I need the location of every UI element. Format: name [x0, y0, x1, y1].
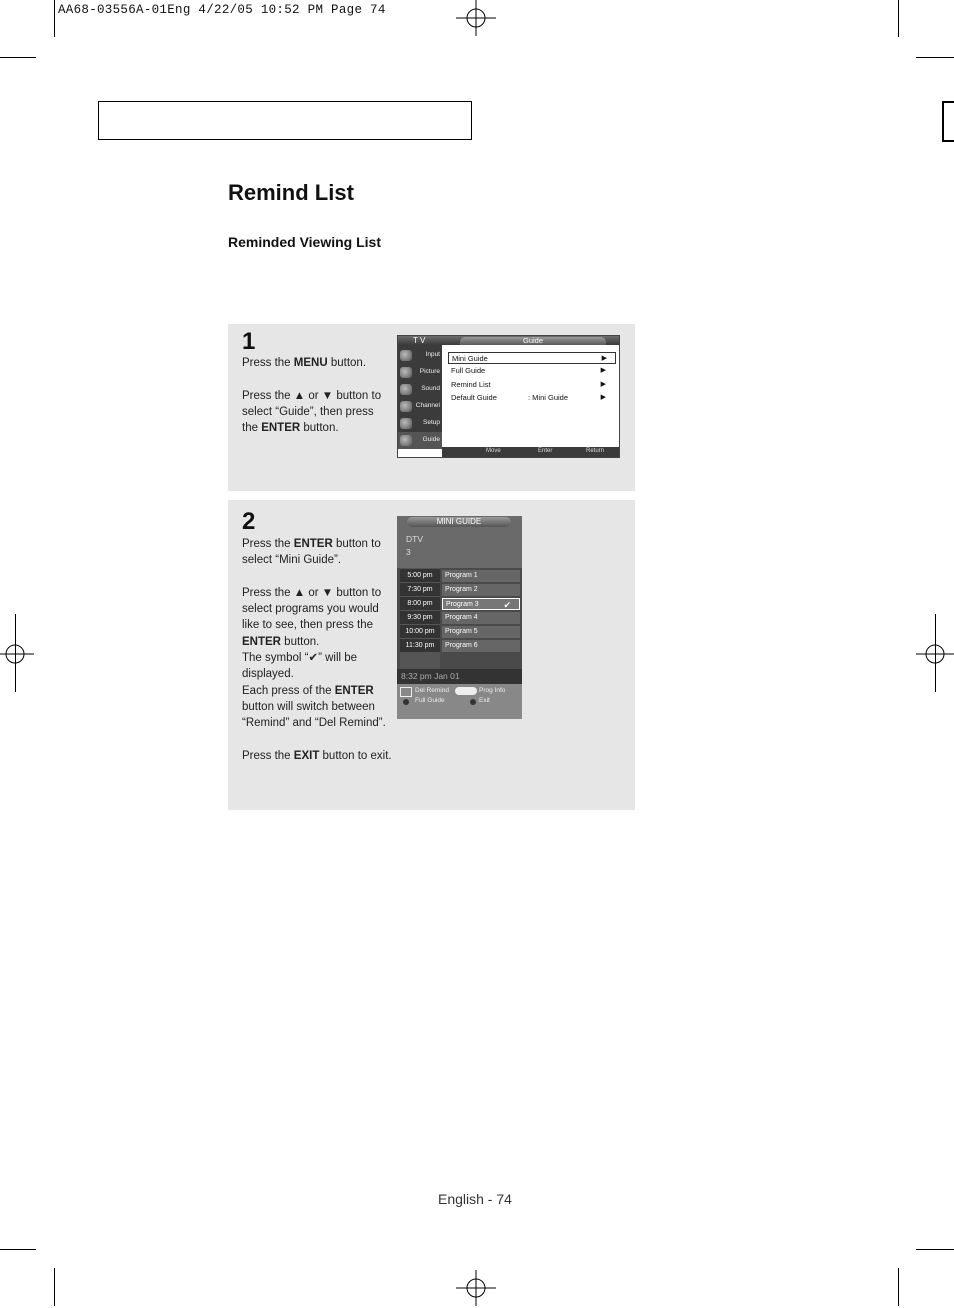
check-icon: ✔ [503, 600, 511, 610]
time-slot: 5:00 pm [400, 569, 440, 582]
crop-mark [898, 1268, 899, 1306]
menu-item-default-guide[interactable]: Default Guide : Mini Guide ▶ [451, 393, 606, 402]
time-slot: 8:00 pm [400, 597, 440, 610]
crop-mark [898, 0, 899, 37]
header-box [98, 101, 472, 140]
program-item[interactable]: Program 4 [442, 612, 520, 624]
crop-mark [54, 0, 55, 37]
time-slot: 7:30 pm [400, 583, 440, 596]
step-number: 1 [242, 328, 256, 355]
exit-hint: Exit [479, 697, 490, 704]
step-2-panel [228, 500, 635, 810]
mini-guide-footer [397, 684, 522, 719]
registration-mark-icon [0, 634, 36, 674]
input-icon [400, 350, 412, 361]
prog-info-hint: Prog Info [479, 687, 506, 694]
sidebar-item-sound[interactable]: Sound [398, 381, 442, 398]
sidebar-item-channel[interactable]: Channel [398, 398, 442, 415]
picture-icon [400, 367, 412, 378]
crop-mark [54, 1268, 55, 1306]
guide-menu-screen [397, 335, 620, 458]
del-remind-hint: Del Remind [415, 687, 449, 694]
registration-mark-icon [916, 634, 954, 674]
guide-icon [400, 435, 412, 446]
move-hint: Move [486, 448, 501, 454]
program-item[interactable]: Program 2 [442, 584, 520, 596]
menu-item-mini-guide[interactable]: Mini Guide ▶ [448, 352, 616, 364]
chapter-tab [942, 101, 954, 142]
program-item[interactable]: Program 1 [442, 570, 520, 582]
step-1-instructions: Press the MENU button. Press the ▲ or ▼ button to select “Guide”, then press the ENTER button. [242, 357, 382, 435]
arrow-right-icon: ▶ [600, 381, 606, 388]
arrow-right-icon: ▶ [601, 355, 607, 362]
info-badge: INFO [455, 687, 477, 695]
sidebar-item-guide[interactable]: Guide [398, 432, 442, 449]
button-dot-icon [470, 699, 476, 705]
step-number: 2 [242, 508, 256, 535]
mini-guide-title: MINI GUIDE [407, 517, 511, 527]
crop-mark [916, 1249, 954, 1250]
registration-mark-icon [456, 1268, 496, 1308]
step-2-instructions: Press the ENTER button to select “Mini Guide”. Press the ▲ or ▼ button to select programs you would like to see, then press the ENTER button. The symbol “✔” will be displayed. Each press of the ENTER button will switch between “Remind” and “Del Remind”. Press the EXIT button to exit. [242, 538, 392, 762]
sidebar-item-input[interactable]: Input [398, 347, 442, 364]
program-item[interactable]: Program 3 ✔ [442, 598, 520, 610]
crop-mark [0, 1249, 36, 1250]
time-slot: 10:00 pm [400, 625, 440, 638]
menu-item-remind-list[interactable]: Remind List ▶ [451, 380, 606, 389]
program-item[interactable]: Program 6 [442, 640, 520, 652]
enter-icon [400, 687, 412, 697]
menu-footer [442, 447, 619, 457]
channel-icon [400, 401, 412, 412]
mini-guide-screen [397, 516, 522, 719]
time-slot: 9:30 pm [400, 611, 440, 624]
sidebar-item-picture[interactable]: Picture [398, 364, 442, 381]
menu-title: Guide [460, 337, 606, 345]
return-hint: Return [586, 448, 605, 454]
menu-item-full-guide[interactable]: Full Guide ▶ [451, 366, 606, 375]
setup-icon [400, 418, 412, 429]
full-guide-hint: Full Guide [415, 697, 445, 704]
enter-hint: Enter [538, 448, 553, 454]
channel-type: DTV [406, 534, 423, 544]
button-dot-icon [403, 699, 409, 705]
registration-mark-icon [456, 0, 496, 40]
sound-icon [400, 384, 412, 395]
print-slug: AA68-03556A-01Eng 4/22/05 10:52 PM Page 74 [58, 3, 386, 17]
tv-label: T V [413, 336, 426, 345]
mini-guide-header [397, 516, 522, 568]
menu-title-bar [398, 336, 619, 345]
arrow-right-icon: ▶ [600, 394, 606, 401]
time-slot: 11:30 pm [400, 639, 440, 652]
crop-mark [916, 57, 954, 58]
sidebar-item-setup[interactable]: Setup [398, 415, 442, 432]
menu-sidebar [398, 345, 442, 447]
page-title: Remind List [228, 180, 354, 205]
arrow-right-icon: ▶ [600, 367, 606, 374]
program-item[interactable]: Program 5 [442, 626, 520, 638]
current-datetime: 8:32 pm Jan 01 [397, 669, 522, 684]
step-1-panel [228, 324, 635, 491]
crop-mark [0, 57, 36, 58]
section-title: Reminded Viewing List [228, 234, 381, 250]
page-footer: English - 74 [438, 1191, 512, 1207]
channel-number: 3 [406, 547, 411, 557]
